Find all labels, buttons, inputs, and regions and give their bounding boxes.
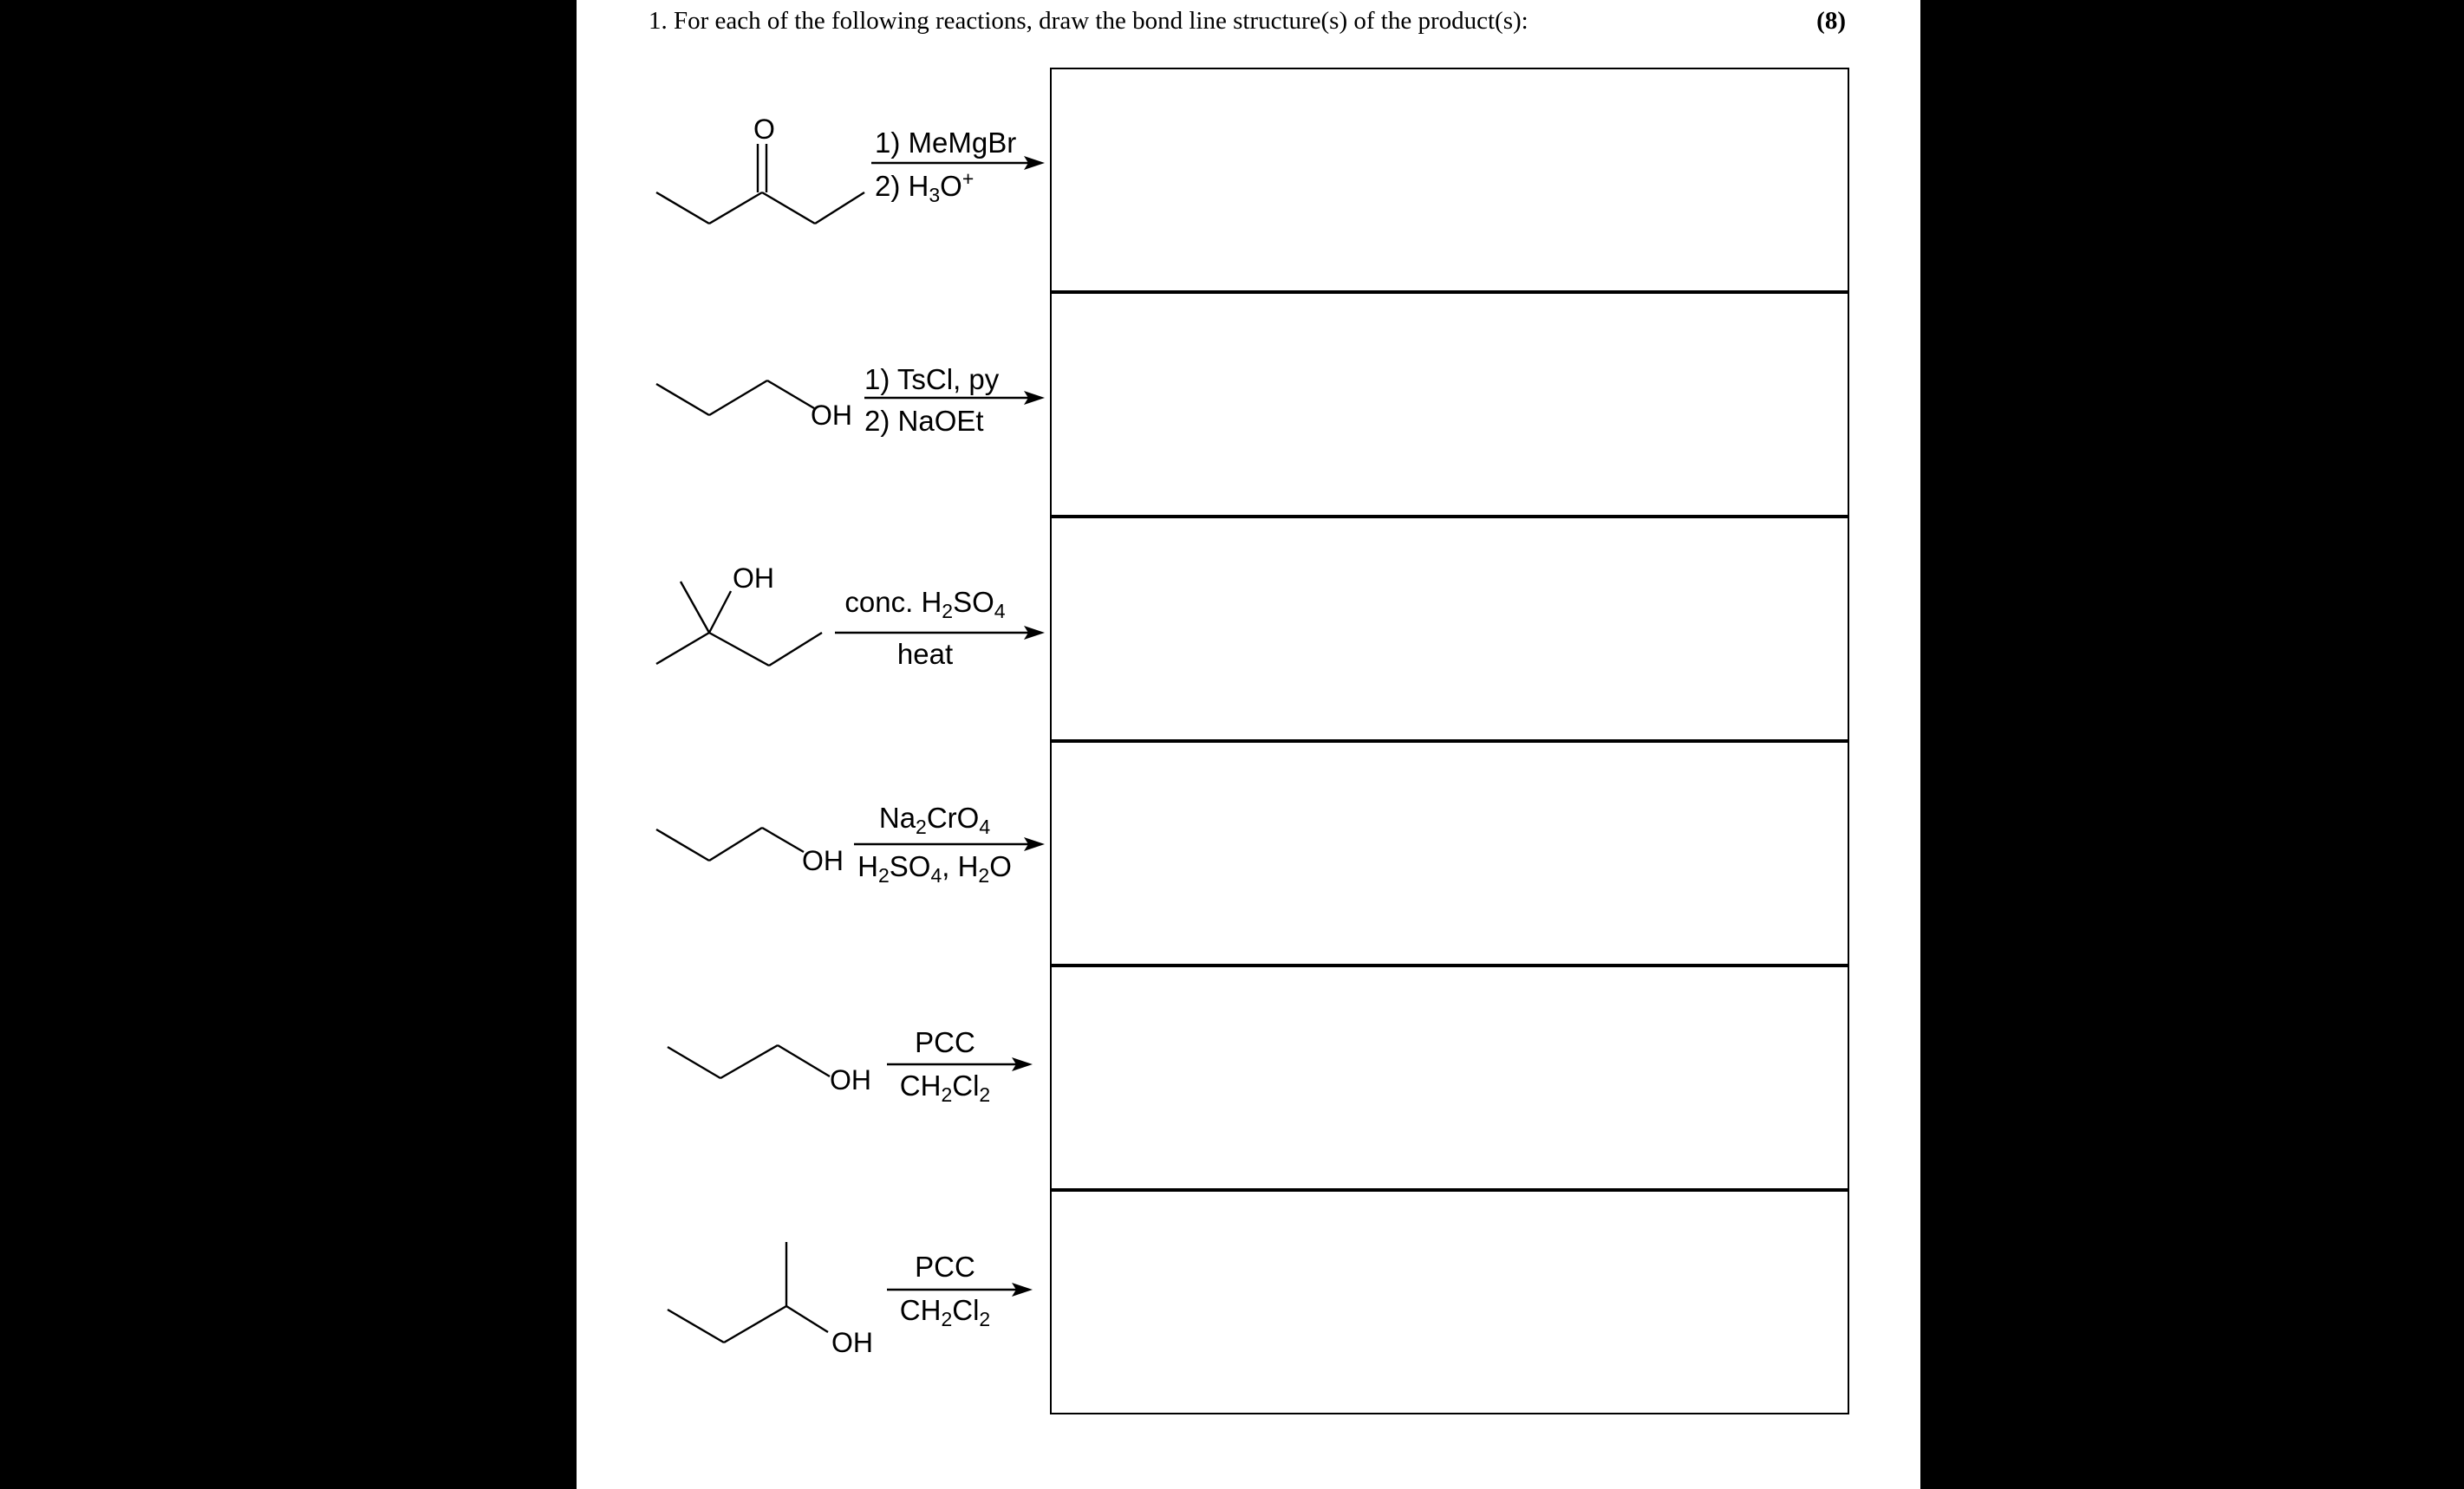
reaction-1 (577, 68, 1920, 292)
reaction-6 (577, 1190, 1920, 1414)
answer-box[interactable] (1050, 1190, 1849, 1414)
reagent-below-arrow: $CH_2Cl_2$ (899, 1070, 991, 1106)
reaction-2 (577, 292, 1920, 517)
hydroxyl-label: OH (802, 845, 844, 876)
reaction-5 (577, 966, 1920, 1190)
reagent-above-arrow: PCC (915, 1026, 975, 1058)
reaction-3 (577, 517, 1920, 741)
reagent-step-1: 1) TsCl, py (864, 363, 1000, 395)
worksheet-page (577, 0, 1920, 1489)
reaction-4 (577, 741, 1920, 966)
hydroxyl-label: OH (831, 1327, 873, 1358)
points-label: (8) (1816, 7, 1846, 35)
answer-box[interactable] (1050, 741, 1849, 966)
reagent-below-arrow: $CH_2Cl_2$ (899, 1294, 991, 1330)
answer-box[interactable] (1050, 966, 1849, 1190)
reagent-step-2: 2) $H_3O^+$ (875, 167, 975, 206)
reagent-step-1: 1) MeMgBr (875, 127, 1017, 159)
reagent-step-2: 2) NaOEt (864, 405, 984, 437)
reagent-above-arrow: PCC (915, 1251, 975, 1283)
reagent-above-arrow: conc. $H_2SO_4$ (844, 586, 1006, 622)
answer-box[interactable] (1050, 68, 1849, 292)
reagent-below-arrow: $H_2SO_4$, $H_2O$ (857, 850, 1012, 887)
reagent-below-arrow: heat (896, 638, 954, 670)
reaction-arrow (864, 389, 1055, 406)
hydroxyl-label: OH (830, 1064, 871, 1096)
hydroxyl-label: OH (811, 400, 852, 431)
answer-box[interactable] (1050, 292, 1849, 517)
reagent-above-arrow: $Na_2CrO_4$ (878, 802, 991, 838)
question-text: 1. For each of the following reactions, draw the bond line structure(s) of the product(s): (649, 7, 1529, 35)
answer-box[interactable] (1050, 517, 1849, 741)
hydroxyl-label: OH (733, 562, 774, 594)
reactant-structure (577, 68, 1050, 292)
oxygen-atom-label: O (753, 114, 775, 145)
